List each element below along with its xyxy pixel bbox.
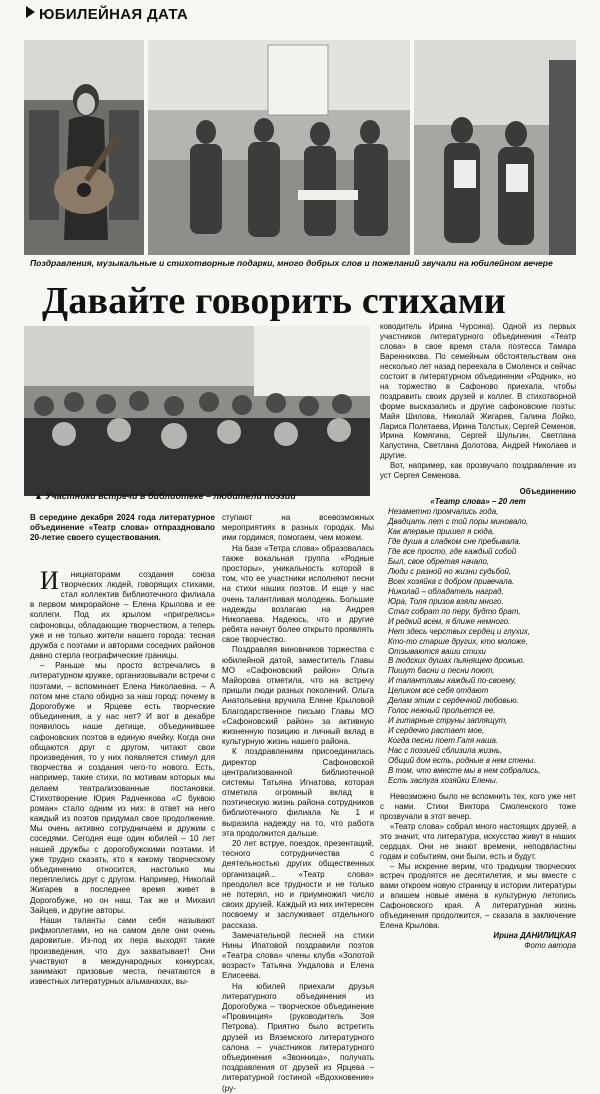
arrow-icon: ▲	[34, 491, 46, 501]
col3-after-3: – Мы искренне верим, что традиции творческих встреч продлятся не десятилетия, и мы вместе с вами откроем новую страницу в истории литературы и впишем новые имена в культурную летопись Сафоновского края. А литературная жизнь объединения продолжится, – сказала в заключение Елена Крылова.	[380, 861, 576, 931]
photo-awards	[414, 40, 576, 255]
photo-speaker	[148, 40, 410, 255]
poem	[380, 487, 576, 786]
photo-guitarist	[24, 40, 144, 255]
poem-title: Объединению	[519, 487, 576, 497]
poem-line: В людских душах пьянящею дрожью.	[388, 656, 525, 666]
audience-photo-caption	[34, 491, 374, 501]
poem-line: Когда песни поет Галя наша.	[388, 736, 499, 746]
col1-para-2: – Раньше мы просто встречались в литературном кружке, организовывали встречи с поэтами, – вспоминает Елена Николаевна. – А потом мне стало обидно за наш город: почему в Дорогобуже и Ярцеве есть творческие объединения, а у нас нет? И вот в декабре появилось наше детище, объединившее сафоновских поэтов в единую ячейку. Когда они общаются друг с другом, читают свои произведения, то у них появляется стимул для творчества и создания чего-то нового. Есть, например, такие стихи, по мотивам которых мы делаем театрализованные постановки. Стихотворение Юрия Радченкова «С буквою роман» стало одним из них: в ответ на него каждый из поэтов придумал свое продолжение. Мы очень активно сотрудничаем и дружим с соседями. Сегодня еще один юбилей – 10 лет нашей дружбы с дорогобужскими поэтами. И уже трудно сказать, кто к какому творческому объединению относится, настолько мы переплелись друг с другом. Например, Николай Жигарев в последнее время живет в Дорогобуже, но он наш. Так же и Михаил Зайцев, и другие авторы.	[30, 661, 215, 915]
col2-para-6: Замечательной песней на стихи Нины Ипатовой поздравили поэтов «Театра слова» члены клуба «Золотой возраст» Татьяна Ундалова и Елена Елисеева.	[222, 930, 374, 981]
col2-para-3: Поздравляя виновников торжества с юбилейной датой, заместитель Главы МО «Сафоновский район» Ольга Майорова отметила, что на встречу пришли люди разных поколений. Ольга Анатольевна вручила Елене Крыловой Благодарственное письмо Главы МО «Сафоновский район» за активную жизненную позицию и личный вклад в культурную жизнь нашего района.	[222, 645, 374, 747]
poem-line: И редкий всем, я ближе немного.	[388, 616, 511, 626]
poem-line: Кто-то старше других, кто моложе,	[388, 636, 528, 646]
top-photo-caption: Поздравления, музыкальные и стихотворные подарки, много добрых слов и пожеланий звучали на юбилейном вечере	[30, 258, 553, 268]
poem-subtitle: «Театр слова» – 20 лет	[430, 497, 526, 507]
rubric-label: ЮБИЛЕЙНАЯ ДАТА	[39, 6, 188, 23]
section-rubric	[26, 6, 188, 23]
poem-line: Всех хозяйка с добром привечала.	[388, 576, 515, 586]
poem-line: Голос нежный прольется ее,	[388, 706, 496, 716]
poem-line: Делам этим с сердечной любовью.	[388, 696, 519, 706]
poem-line: Общий дом есть, родные в нем стены.	[388, 755, 536, 765]
col3-after-1: Невозможно было не вспомнить тех, кого уже нет с нами. Стихи Виктора Смоленского тоже прозвучали в этот вечер.	[380, 791, 576, 821]
col3-para-1: ководитель Ирина Чурсина). Одной из первых участников литературного объединения «Театр слова» в свое время стала поэтесса Тамара Варенникова. По семейным обстоятельствам она несколько лет назад переехала в Смоленск и сейчас состоит в литературном объединении «Родник», но на торжество в Сафоново приехала, чтобы поздравить своих друзей и коллег. В стихотворной форме высказались и другие сафоновские поэты: Майя Шилова, Николай Жигарев, Галина Лойко, Лариса Полетаева, Ирина Толстых, Сергей Семенов, Ирина Комягина, Сергей Шульгин, Светлана Капустина, Светлана Долотова, Андрей Николаев и другие.	[380, 322, 576, 461]
poem-line: Отзываются ваши стихи	[388, 646, 486, 656]
col2-para-7: На юбилей приехали друзья литературного объединения из Дорогобужа – творческое объединение «Провинция» (руководитель Зоя Петрова). Приятно было встретить друзей из Вяземского литературного салона – участников литературного объединения «Звонница», получать поздравления от друзей из Ярцева – литературной гостиной «Вдохновение» (ру-	[222, 981, 374, 1093]
col2-para-1: ступают на всевозможных мероприятиях в разных городах. Мы ими гордимся, помогаем, чем можем.	[222, 513, 374, 543]
audience-caption-text: Участники встречи в библиотеке – любители поэзии	[45, 491, 296, 501]
poem-line: Целиком все себя отдают	[388, 686, 489, 696]
col2-para-4: К поздравлениям присоединилась директор Сафоновской централизованной библиотечной системы Татьяна Игнатова, которая отметила огромный вклад в поэтическую жизнь района сотрудников библиотечного филиала № 1 и выразила надежду на то, что работа эта продолжится дальше.	[222, 747, 374, 838]
poem-line: Люди с разной но жизни судьбой,	[388, 566, 512, 576]
poem-line: Был, свое обретая начало,	[388, 556, 490, 566]
poem-line: Где душа в сладком сне пребывала.	[388, 537, 521, 547]
poem-line: Стал собрат по перу, будто брат,	[388, 606, 521, 616]
poem-line: Незаметно промчались года,	[388, 507, 499, 517]
author-signature: Ирина ДАНИЛИЦКАЯ	[493, 931, 576, 941]
poem-line: Где все просто, где каждый собой	[388, 546, 517, 556]
column-1	[30, 513, 215, 987]
col1-para-1: И нициаторами создания союза творческих людей, говорящих стихами, стал коллектив библиотечного филиала в первом микрорайоне – Елена Крылова и ее коллеги. Под их крылом «пригрелись» сафоновцы, обладающие творчеством, а теперь уже и не только жители нашего города: тесная дружба с поэтами и авторами соседних районов давно стерла географические границы.	[30, 565, 215, 661]
poem-line: Нет здесь черствых сердец и глухих,	[388, 626, 531, 636]
triangle-icon	[26, 6, 35, 18]
poem-line: И талантливы каждый по-своему,	[388, 676, 517, 686]
poem-line: Юра, Толя призов взяли много.	[388, 596, 504, 606]
poem-line: Пишут басни и песни поют,	[388, 666, 495, 676]
poem-line: Нас с поэзией сблизила жизнь,	[388, 746, 503, 756]
poem-line: Есть заслуга хозяйки Елены.	[388, 775, 498, 785]
column-2	[222, 513, 374, 1094]
photo-audience	[24, 326, 370, 496]
lead-paragraph: В середине декабря 2024 года литературное объединение «Театр слова» отпраздновало 20-летие своего существования.	[30, 513, 215, 543]
poem-line: Николай – обладатель наград,	[388, 586, 504, 596]
poem-line: В том, что вместе мы в нем собрались,	[388, 765, 541, 775]
poem-line: Двадцать лет с той поры миновало,	[388, 517, 529, 527]
article-headline: Давайте говорить стихами	[42, 280, 507, 322]
col1-para-3: Наши таланты сами себя называют рифмоплетами, но на самом деле они очень даровитые. Из-под их пера выходят такие произведения, что дух захватывает! Они участвуют в международных конкурсах, занимают призовые места, печатаются в известных литературных альманахах, вы-	[30, 915, 215, 987]
poem-lines	[380, 507, 576, 786]
col3-para-2: Вот, например, как прозвучало поздравление из уст Сергея Семенова.	[380, 461, 576, 481]
col3-after-2: «Театр слова» собрал много настоящих друзей, а это значит, что литература, искусство живут в наших сердцах. Они не знают времени, неподвластны годам и событиям, они были, есть и будут.	[380, 821, 576, 861]
poem-line: И гитарные струны заплящут,	[388, 716, 508, 726]
col2-para-2: На базе «Тетра слова» образовалась также вокальная группа «Родные просторы», уникальность которой в том, что ее участники исполняют песни на стихи наших поэтов. И еще у нас очень талантливая молодежь. Большие надежды возлагаю на Андрея Николаева. Надеюсь, что и другие ребята начнут более открыто проявлять свое творчество.	[222, 543, 374, 645]
poem-line: Как впервые пришел я сюда,	[388, 527, 495, 537]
column-3	[380, 322, 576, 951]
col2-para-5: 20 лет вструе, поездок, презентаций, тесного сотрудничества с деятельностью других общественных организаций... «Театр слова» преодолел все трудности и не только не потерял, но и приумножил число своих друзей. Каждый из них интересен посвоему и заслуживает отдельного рассказа.	[222, 839, 374, 930]
photo-credit: Фото автора	[524, 941, 576, 951]
poem-line: И сердечко растает мое,	[388, 726, 485, 736]
